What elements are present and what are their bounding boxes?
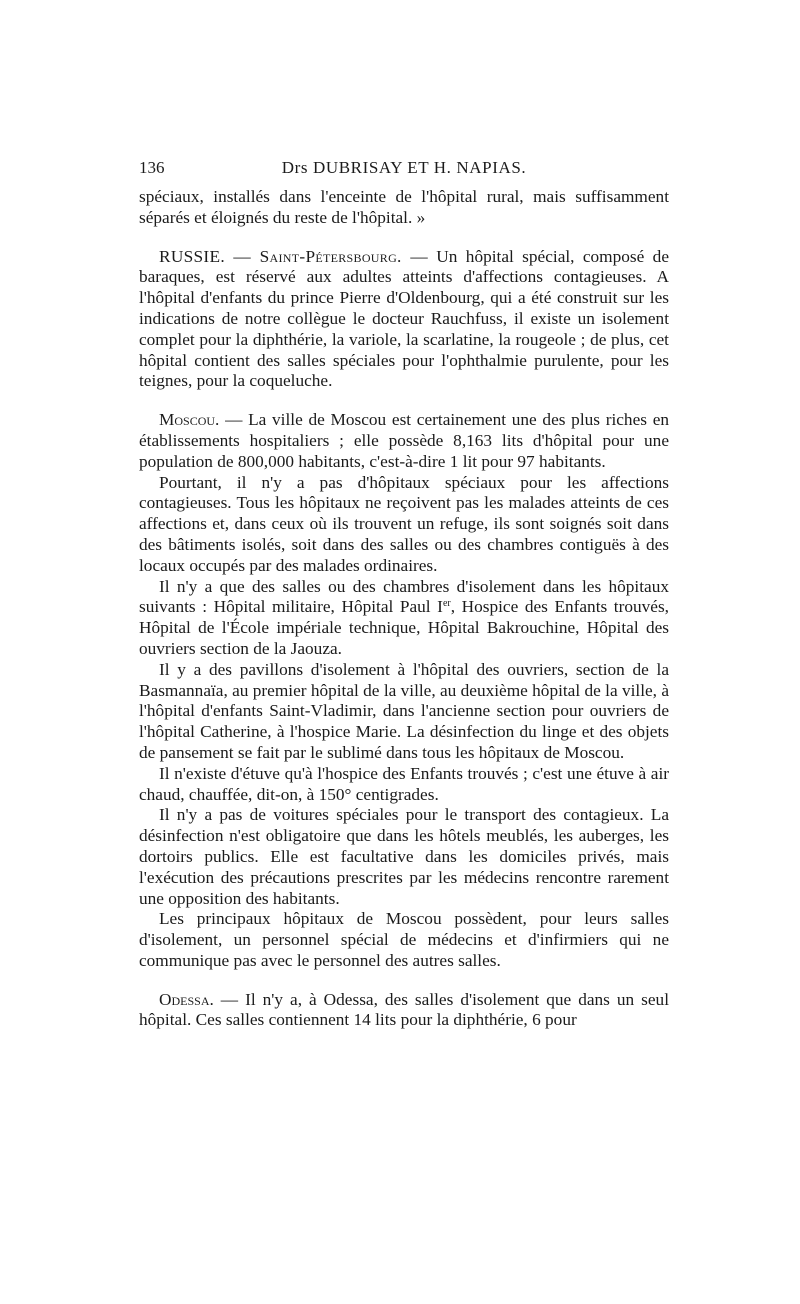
superscript-er: er (442, 598, 451, 610)
page-number: 136 (139, 158, 165, 177)
paragraph-voitures: Il n'y a pas de voitures spéciales pour le transport des contagieux. La désinfection n'est obligatoire que dans les hôtels meublés, les auberges, les dortoirs publics. Elle est facultative dans les domiciles privés, mais l'exécution des précautions prescrites par les médecins rencontre rarement une opposition des habitants. (139, 805, 669, 908)
running-head: Drs DUBRISAY ET H. NAPIAS. (281, 158, 527, 177)
country-heading: RUSSIE. (159, 246, 225, 266)
city-heading-saint-petersbourg: — Saint-Pétersbourg. — (233, 246, 428, 266)
paragraph-pavillons: Il y a des pavillons d'isolement à l'hôpital des ouvriers, section de la Basmannaïa, au premier hôpital de la ville, au deuxième hôpital de la ville, à l'hôpital d'enfants Saint-Vladimir, dans l'ancienne section pour ouvriers de l'hôpital Catherine, à l'hospice Marie. La désinfection du linge et des objets de pansement se fait par le sublimé dans tous les hôpitaux de Moscou. (139, 659, 669, 762)
paragraph-text: — La ville de Moscou est certainement une des plus riches en établissements hospitaliers ; elle possède 8,163 lits d'hôpital pour une population de 800,000 habitants, c'est-à-dire 1 lit pour 97 habitants. (139, 410, 669, 471)
page-header (139, 158, 669, 180)
city-heading-moscou: Moscou. (159, 410, 220, 430)
paragraph-russie (139, 247, 669, 393)
paragraph-moscou (139, 410, 669, 472)
paragraph-text: , Hospice des Enfants trouvés, Hôpital de l'École impériale technique, Hôpital Bakrouchine, Hôpital des ouvriers section de la Jaouza. (139, 597, 669, 658)
book-page (139, 158, 669, 1031)
paragraph-salles (139, 577, 669, 660)
paragraph-principaux: Les principaux hôpitaux de Moscou possèdent, pour leurs salles d'isolement, un personnel spécial de médecins et d'infirmiers qui ne communique pas avec le personnel des autres salles. (139, 909, 669, 970)
paragraph-text: — Il n'y a, à Odessa, des salles d'isolement que dans un seul hôpital. Ces salles contiennent 14 lits pour la diphthérie, 6 pour (139, 989, 669, 1030)
city-heading-odessa: Odessa. (159, 989, 214, 1009)
paragraph-continuation: spéciaux, installés dans l'enceinte de l'hôpital rural, mais suffisamment séparés et éloignés du reste de l'hôpital. » (139, 187, 669, 227)
paragraph-pourtant: Pourtant, il n'y a pas d'hôpitaux spéciaux pour les affections contagieuses. Tous les hôpitaux ne reçoivent pas les malades atteints de ces affections et, dans ceux où ils trouvent un refuge, ils sont soignés soit dans des bâtiments isolés, soit dans des salles ou des chambres contiguës à des locaux occupés par des malades ordinaires. (139, 472, 669, 575)
paragraph-text: Il n'y a que des salles ou des chambres d'isolement dans les hôpitaux suivants : Hôpital militaire, Hôpital Paul I (139, 576, 669, 617)
paragraph-text: Un hôpital spécial, composé de baraques, est réservé aux adultes atteints d'affections contagieuses. A l'hôpital d'enfants du prince Pierre d'Oldenbourg, qui a été construit sur les indications de notre collègue le docteur Rauchfuss, il existe un isolement complet pour la diphthérie, la variole, la scarlatine, la rougeole ; de plus, cet hôpital contient des salles spéciales pour l'ophthalmie purulente, pour les teignes, pour la coqueluche. (139, 246, 669, 391)
paragraph-odessa (139, 990, 669, 1032)
paragraph-etuve: Il n'existe d'étuve qu'à l'hospice des Enfants trouvés ; c'est une étuve à air chaud, chauffée, dit-on, à 150° centigrades. (139, 763, 669, 804)
